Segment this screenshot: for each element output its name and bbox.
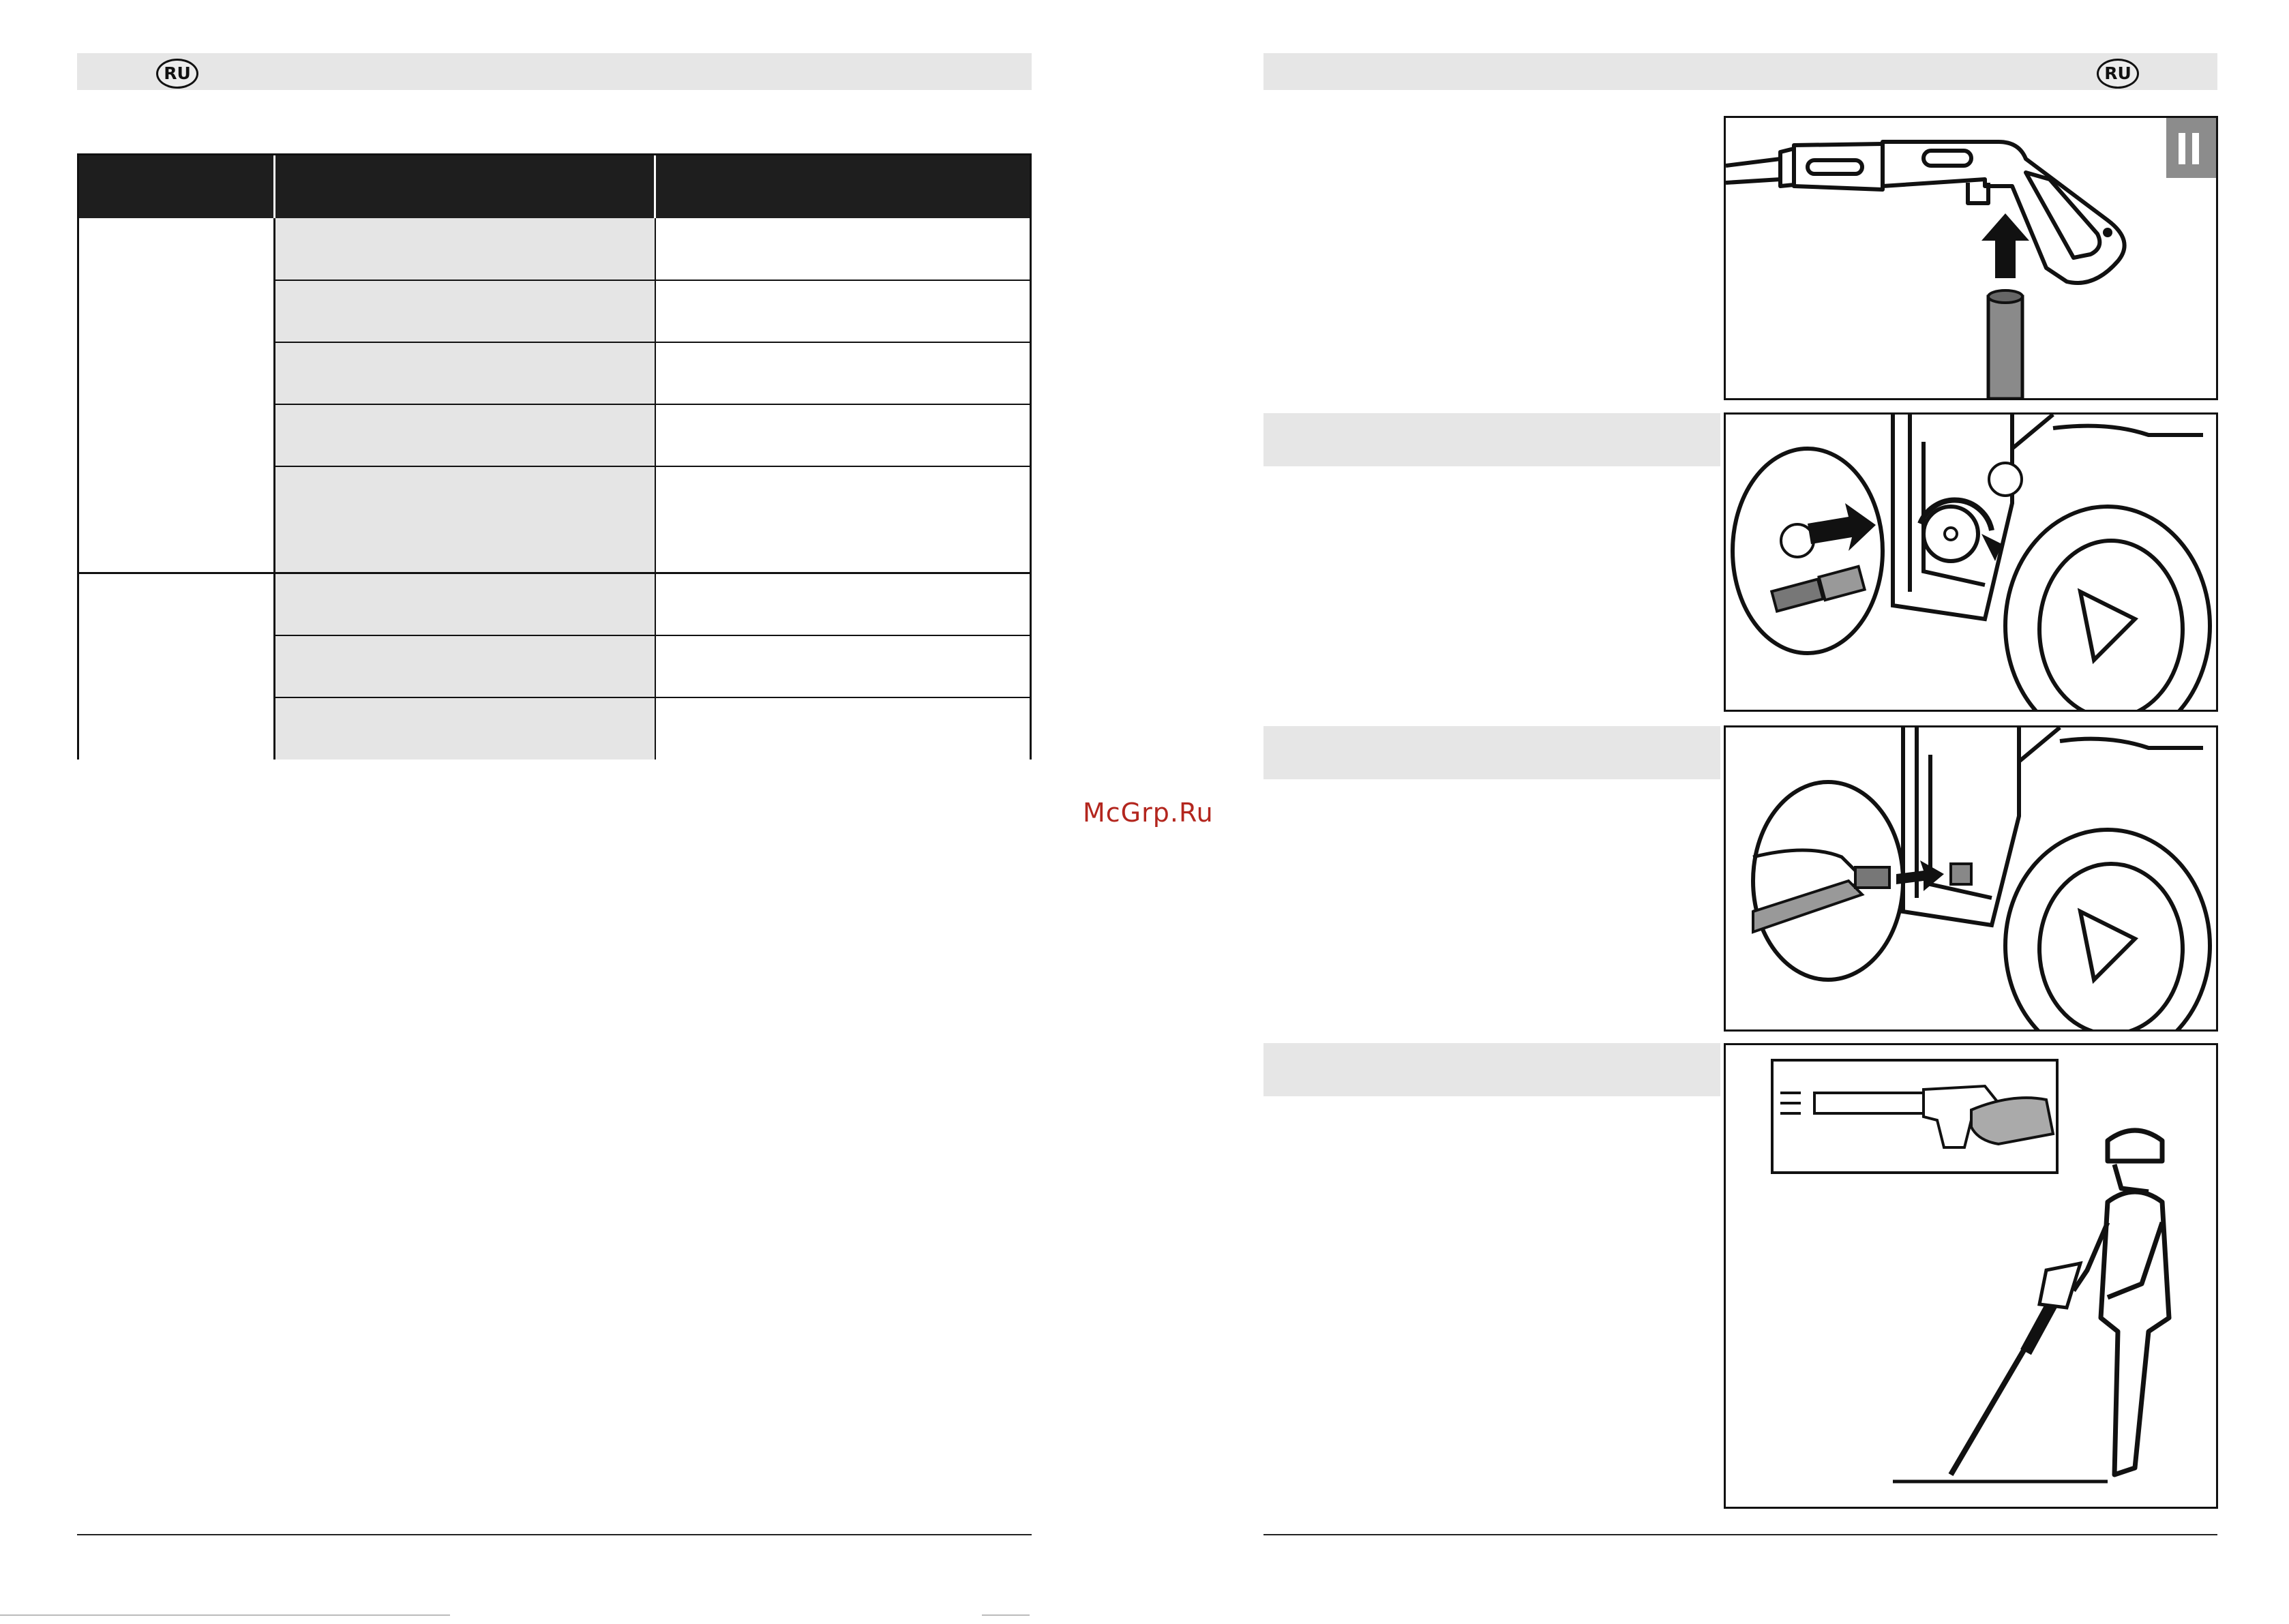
table-group-label xyxy=(79,574,275,760)
table-cell-cause xyxy=(275,218,656,281)
table-cell-solution xyxy=(656,405,1030,467)
table-header-row xyxy=(79,155,1030,218)
table-cell-solution xyxy=(656,343,1030,405)
hose-connection-illustration xyxy=(1726,415,2216,710)
spray-gun-illustration xyxy=(1726,118,2216,398)
troubleshooting-table xyxy=(77,153,1032,760)
table-header-cause xyxy=(275,155,654,218)
table-cell-cause xyxy=(275,405,656,467)
left-footer-rule xyxy=(77,1534,1032,1535)
table-header-solution xyxy=(656,155,1030,218)
figure-spray-gun-assembly xyxy=(1724,116,2218,400)
table-cell-solution xyxy=(656,281,1030,343)
language-badge: RU xyxy=(156,59,198,89)
table-cell-cause xyxy=(275,467,656,574)
figure-operator-using-gun xyxy=(1724,1043,2218,1509)
page-edge-mark xyxy=(982,1614,1030,1616)
table-cell-cause xyxy=(275,281,656,343)
right-header-bar xyxy=(1263,53,2217,90)
watermark[interactable]: McGrp.Ru xyxy=(1083,798,1214,828)
right-footer-rule xyxy=(1263,1534,2217,1535)
section-heading-band xyxy=(1263,726,1720,779)
figure-hose-connection xyxy=(1724,412,2218,712)
table-cell-solution xyxy=(656,698,1030,760)
table-group-label xyxy=(79,218,275,574)
table-cell-cause xyxy=(275,698,656,760)
table-cell-solution xyxy=(656,218,1030,281)
table-cell-solution xyxy=(656,574,1030,636)
section-heading-band xyxy=(1263,1043,1720,1096)
operator-illustration xyxy=(1726,1045,2216,1507)
table-cell-solution xyxy=(656,467,1030,574)
table-cell-cause xyxy=(275,343,656,405)
water-supply-illustration xyxy=(1726,727,2216,1029)
language-badge: RU xyxy=(2097,59,2139,89)
table-cell-cause xyxy=(275,574,656,636)
figure-water-supply-connection xyxy=(1724,725,2218,1032)
table-cell-cause xyxy=(275,636,656,698)
table-cell-solution xyxy=(656,636,1030,698)
page-edge-mark xyxy=(0,1614,450,1616)
table-header-problem xyxy=(79,155,273,218)
section-heading-band xyxy=(1263,413,1720,466)
left-header-bar xyxy=(77,53,1032,90)
